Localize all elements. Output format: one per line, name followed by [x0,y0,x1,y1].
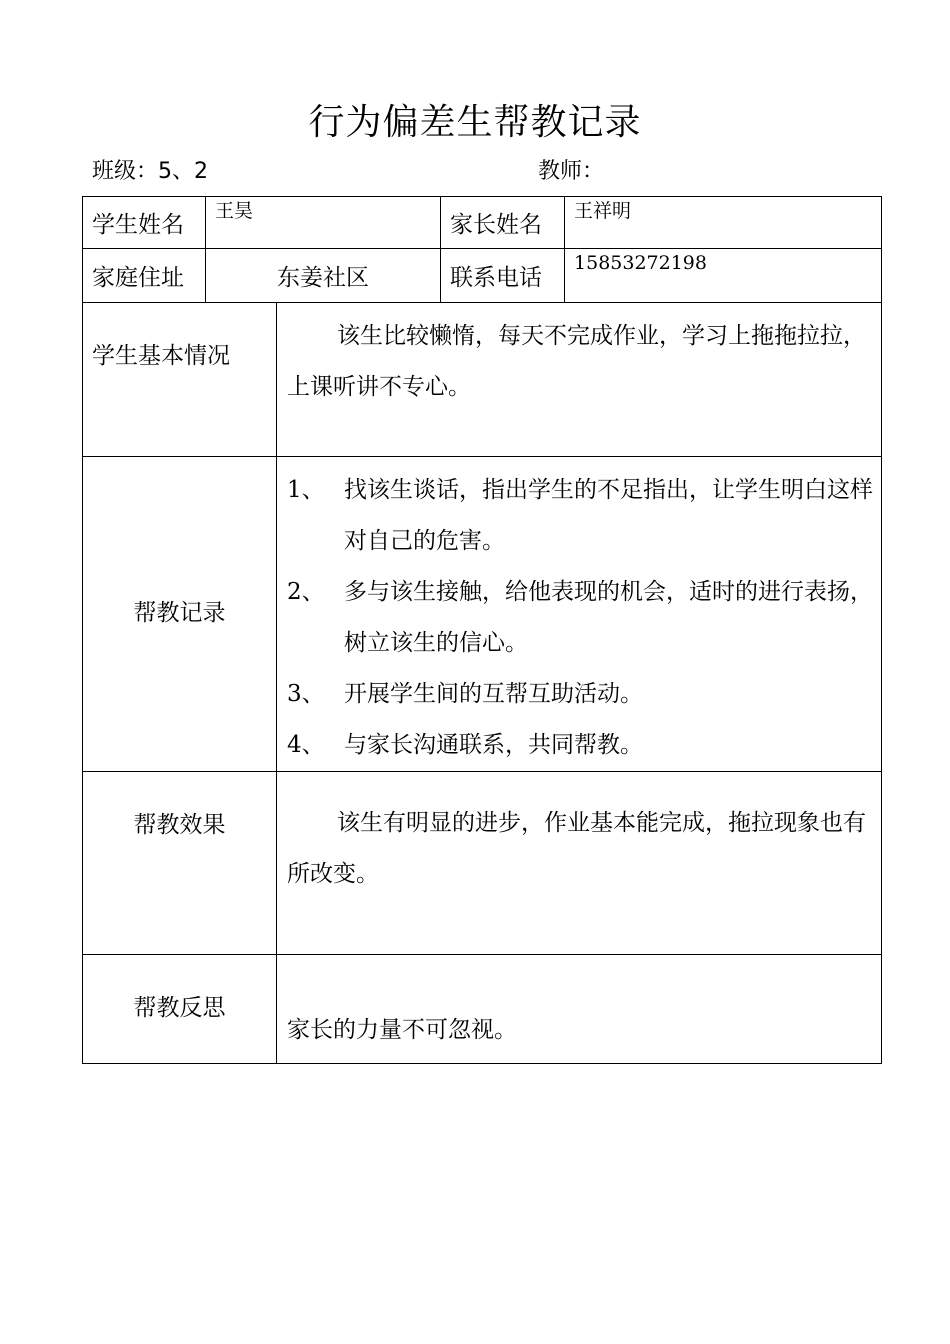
address-label: 家庭住址 [83,249,206,303]
table-row [83,249,882,303]
effect-text: 该生有明显的进步，作业基本能完成，拖拉现象也有所改变。 [287,810,866,887]
record-table [82,196,882,1064]
student-name-value: 王昊 [206,197,441,249]
address-value: 东姜社区 [206,249,441,303]
basic-situation-cell [277,303,882,457]
reflection-label: 帮教反思 [83,955,277,1064]
teacher-label: 教师： [538,159,605,184]
list-item: 3、 开展学生间的互帮互助活动。 [287,681,643,707]
list-item: 2、 多与该生接触，给他表现的机会，适时的进行表扬，树立该生的信心。 [287,579,873,656]
table-row [83,197,882,249]
reflection-text: 家长的力量不可忽视。 [277,955,882,1064]
table-row [83,955,882,1064]
phone-label: 联系电话 [441,249,565,303]
effect-cell [277,772,882,955]
list-item: 4、 与家长沟通联系，共同帮教。 [287,732,643,758]
record-label: 帮教记录 [83,457,277,772]
table-row [83,772,882,955]
phone-value: 15853272198 [565,249,882,303]
student-name-label: 学生姓名 [83,197,206,249]
class-label: 班级：5、2 [92,159,208,184]
effect-label: 帮教效果 [83,772,277,955]
parent-name-value: 王祥明 [565,197,882,249]
table-row [83,303,882,457]
record-cell [277,457,882,772]
basic-situation-label: 学生基本情况 [83,303,277,457]
record-list [287,465,873,771]
basic-situation-text: 该生比较懒惰，每天不完成作业，学习上拖拖拉拉，上课听讲不专心。 [287,323,866,400]
parent-name-label: 家长姓名 [441,197,565,249]
page-title: 行为偏差生帮教记录 [308,102,642,143]
list-item: 1、 找该生谈话，指出学生的不足指出，让学生明白这样对自己的危害。 [287,477,873,554]
table-row [83,457,882,772]
